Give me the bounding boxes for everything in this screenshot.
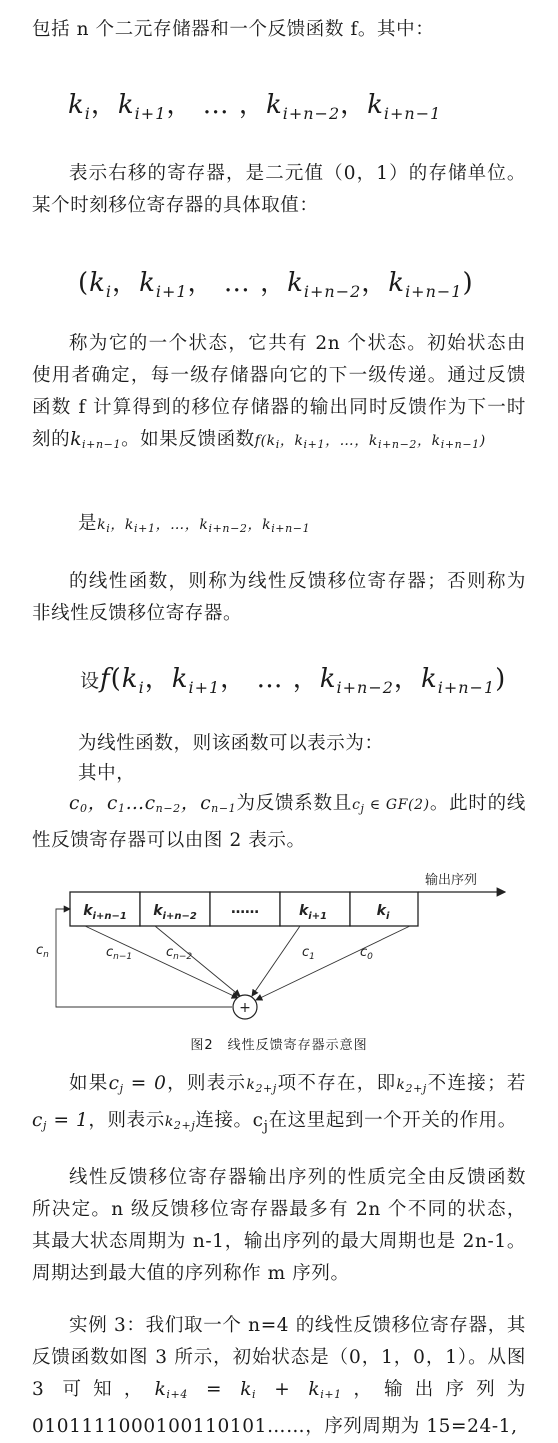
paragraph-linear-fn [78,728,526,760]
paragraph-intro [32,14,526,46]
paragraph-coefficients-mid: 为反馈系数且 [236,793,353,814]
paragraph-example-b: ，输出序列为 0101111000100110101……，序列周期为 15=24-1, [32,1379,527,1437]
switch-text-a: 如果 [69,1073,109,1094]
tap-line-3 [252,926,300,996]
tap-line-2 [155,926,240,996]
switch-text-d: 不连接；若 [426,1073,526,1094]
paragraph-is-prefix: 是 [78,513,98,534]
tap-line-4 [256,926,410,1000]
paragraph-coefficients: $c_0$，$c_1\dots c_{n-2}$，$c_{n-1}$为反馈系数且$c_j$ ∈ GF(2)。此时的线性反馈寄存器可以由图 2 表示。 [32,793,527,851]
cell-label-1: $k_{i+n-1}$ [83,903,127,922]
paragraph-where [78,758,526,790]
cell-label-4: $k_{i+1}$ [298,903,328,922]
coef-label-3: $c_1$ [302,945,315,962]
cell-label-3: …… [231,901,259,917]
switch-text-f: 连接。c [195,1110,264,1131]
paragraph-mseq [32,1162,526,1290]
lfsr-diagram [0,870,558,1030]
equation-state-tuple: ($k_i$，$k_{i+1}$， … ，$k_{i+n-2}$，$k_{i+n-1}$) [78,268,474,301]
adder-symbol: + [239,1000,251,1016]
paragraph-register-desc [32,158,526,222]
paragraph-intro-text: 包括 n 个二元存储器和一个反馈函数 f。其中： [32,19,435,40]
switch-text-c: 项不存在，即 [276,1073,397,1094]
paragraph-state-desc-text: 称为它的一个状态，它共有 2n 个状态。初始状态由使用者确定，每一级存储器向它的下一级传递。通过反馈函数 f 计算得到的移位存储器的输出同时反馈作为下一时刻的 [32,333,526,450]
equation-prefix: 设 [80,670,101,692]
coef-label-cn: $c_n$ [36,943,49,960]
paragraph-example-a: 实例 3：我们取一个 n=4 的线性反馈移位寄存器，其反馈函数如图 3 所示，初始状态是（0，1，0，1）。从图 3 可知， [32,1315,526,1400]
cell-label-5: $k_i$ [376,903,390,922]
switch-text-e: ，则表示 [88,1110,165,1131]
paragraph-coefficients-tail: 。此时的线性反馈寄存器可以由图 2 表示。 [32,793,527,851]
paragraph-register-desc-text: 表示右移的寄存器，是二元值（0，1）的存储单位。某个时刻移位寄存器的具体取值： [32,163,526,216]
paragraph-example: 实例 3：我们取一个 n=4 的线性反馈移位寄存器，其反馈函数如图 3 所示，初始状态是（0，1，0，1）。从图 3 可知，$k_{i+4} = k_i + k_{i+1}$，输出序列为 0101111000100110101……，序列周期为 15=24-1, [32,1315,527,1437]
tap-line-1 [85,926,238,998]
figure-caption: 图2 线性反馈寄存器示意图 [190,1038,368,1053]
coef-label-4: $c_0$ [360,945,373,962]
paragraph-switch: 如果$c_j = 0$，则表示$k_{2+j}$项不存在，即$k_{2+j}$不连接；若$c_j = 1$，则表示$k_{2+j}$连接。$c_j$在这里起到一个开关的作用。 [32,1073,526,1135]
paragraph-linear-fn-text: 为线性函数，则该函数可以表示为： [78,733,384,754]
paragraph-feedback-fn-label: 如果反馈函数 [140,429,255,450]
paragraph-linear-def [32,566,526,630]
equation-feedback-fn: 设$f(k_i$，$k_{i+1}$， … ，$k_{i+n-2}$，$k_{i+n-1}$) [80,664,507,697]
paragraph-where-text: 其中， [78,763,136,784]
paragraph-mseq-text: 线性反馈移位寄存器输出序列的性质完全由反馈函数所决定。n 级反馈移位寄存器最多有 2n 个不同的状态，其最大状态周期为 n-1，输出序列的最大周期也是 2n-1。周期达到最大值的序列称作 m 序列。 [32,1167,526,1284]
output-label: 输出序列 [425,873,478,888]
paragraph-state-desc: 称为它的一个状态，它共有 2n 个状态。初始状态由使用者确定，每一级存储器向它的下一级传递。通过反馈函数 f 计算得到的移位存储器的输出同时反馈作为下一时刻的$k_{i+n-1}$。如果反馈函数$f(k_i$，$k_{i+1}$，…，$k_{i+n-2}$，$k_{i+n-1}$) [32,333,526,451]
paragraph-linear-def-text: 的线性函数，则称为线性反馈移位寄存器；否则称为非线性反馈移位寄存器。 [32,571,526,624]
coef-label-1: $c_{n-1}$ [106,945,133,962]
switch-text-b: ，则表示 [166,1073,247,1094]
paragraph-is-linear: 是$k_i$，$k_{i+1}$，…，$k_{i+n-2}$，$k_{i+n-1}$ [78,513,311,535]
switch-text-g: 在这里起到一个开关的作用。 [268,1110,517,1131]
equation-register-list: $k_i$，$k_{i+1}$， … ，$k_{i+n-2}$，$k_{i+n-1}$ [68,90,442,123]
cell-label-2: $k_{i+n-2}$ [153,903,197,922]
coef-label-2: $c_{n-2}$ [166,945,193,962]
